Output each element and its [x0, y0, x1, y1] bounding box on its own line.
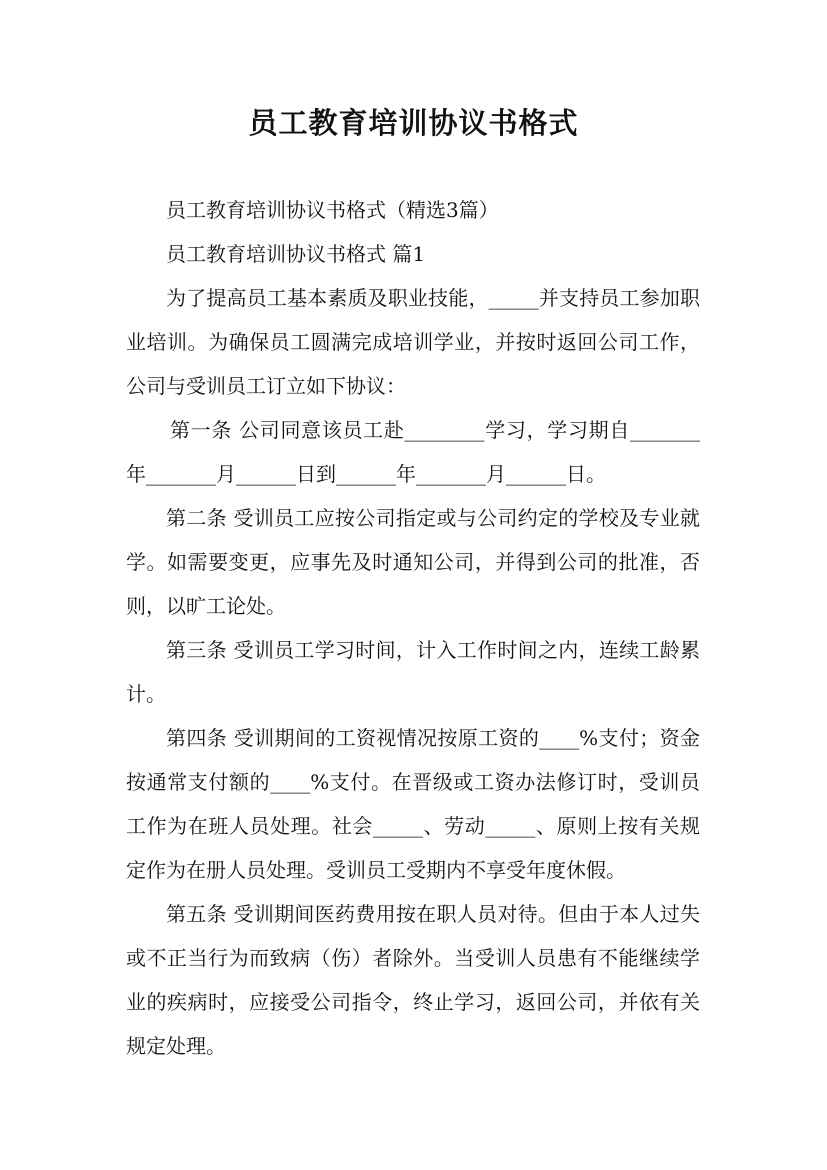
document-body: [126, 188, 700, 1068]
subtitle-paragraph: 员工教育培训协议书格式（精选3篇）: [166, 198, 499, 222]
document-title: 员工教育培训协议书格式: [248, 106, 579, 140]
article-3-paragraph: 第三条 受训员工学习时间，计入工作时间之内，连续工龄累计。: [126, 638, 700, 706]
article-1-paragraph: 第一条 公司同意该员工赴________学习，学习期自_______年_______月______日到______年_______月______日。: [126, 418, 700, 486]
section-heading: 员工教育培训协议书格式 篇1: [166, 242, 426, 266]
article-2-paragraph: 第二条 受训员工应按公司指定或与公司约定的学校及专业就学。如需要变更，应事先及时通知公司，并得到公司的批准，否则，以旷工论处。: [126, 506, 700, 618]
article-5-paragraph: 第五条 受训期间医药费用按在职人员对待。但由于本人过失或不正当行为而致病（伤）者除外。当受训人员患有不能继续学业的疾病时，应接受公司指令，终止学习，返回公司，并依有关规定处理。: [126, 902, 700, 1058]
article-4-paragraph: 第四条 受训期间的工资视情况按原工资的____%支付；资金按通常支付额的____%支付。在晋级或工资办法修订时，受训员工作为在班人员处理。社会_____、劳动_____、原则上按有关规定作为在册人员处理。受训员工受期内不享受年度休假。: [126, 726, 700, 882]
intro-paragraph: 为了提高员工基本素质及职业技能，_____并支持员工参加职业培训。为确保员工圆满完成培训学业，并按时返回公司工作，公司与受训员工订立如下协议：: [126, 286, 700, 398]
